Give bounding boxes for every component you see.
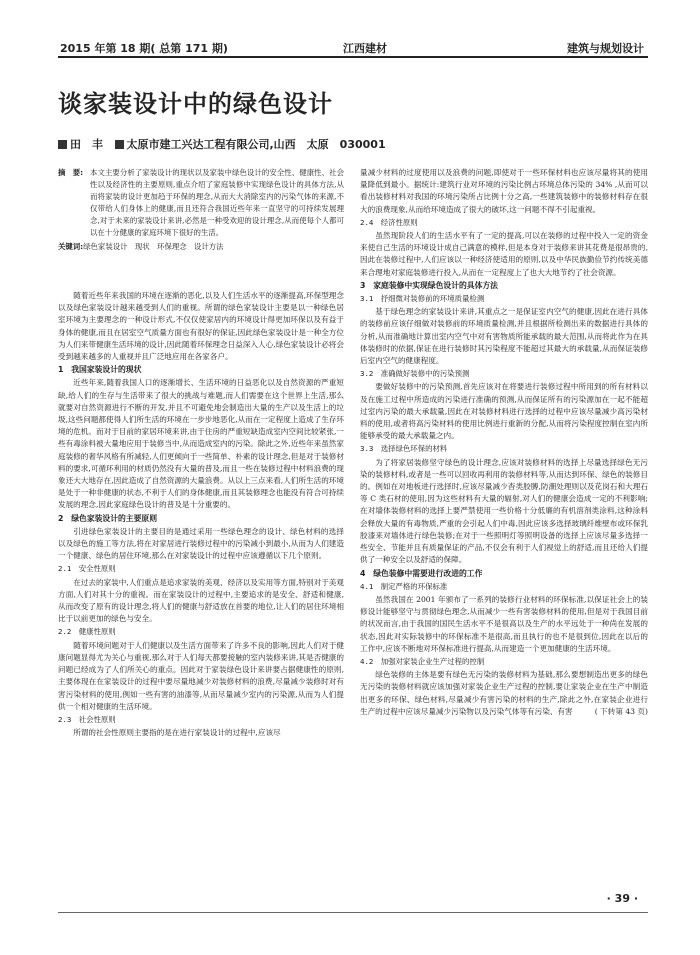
keywords-text: 绿色家装设计 现状 环保理念 设计方法: [83, 242, 224, 251]
continued-note: ( 下转第 43 页): [594, 706, 648, 716]
paragraph: 基于绿色理念的家装设计来讲,其重点之一是保证室内空气的健康,因此在进行具体的装修前应该仔细做对装修前的环境质量检测,并且根据所检测出来的数据进行具体的分析,从而准确地计算出室内空气中对有害物质所能承载的最大范围,从而将此作为在具体装修时的依据,保证在进行装修时其污染程度不能超过其最大的承载量,从而保证装修后室内空气的健康程度。: [360, 307, 648, 366]
article-title: 谈家装设计中的绿色设计: [58, 90, 333, 118]
abstract: [58, 167, 344, 253]
header-section: 建筑与规划设计: [567, 42, 644, 55]
section-heading: 1 我国家装设计的现状: [58, 365, 142, 375]
paragraph: 要做好装修中的污染预测,首先应该对在将要进行装修过程中所用到的所有材料以及在施工过程中所造成的污染进行准确的预测,从而保证所有的污染源加在一起不能超过室内污染的最大承载量,因此在对装修材料进行选择的过程中应该尽量减少高污染材料的使用,或者将高污染材料的使用比例进行重新的分配,从而将污染程度控制在室内所能够承受的最大承载量之内。: [360, 382, 648, 441]
subsection-heading: 2.3 社会性原则: [58, 714, 116, 724]
square-bullet-icon: [115, 140, 124, 149]
author-line: [58, 136, 386, 152]
header-journal: 江西建材: [343, 42, 387, 55]
paragraph: 在过去的家装中,人们重点是追求家装的美观、经济以及实用等方面,特别对于美观方面,人们对其十分的重视。而在家装设计的过程中,主要追求的是安全、舒适和健康,从而改变了原有的设计理念,将人们的健康与舒适放在首要的地位,让人们的居住环境相比于以前更加的绿色与安全。: [58, 577, 344, 624]
paragraph: 随着近些年来我国的环境在逐渐的恶化,以及人们生活水平的逐渐提高,环保型理念以及绿色家装设计越来越受到人们的重视。所谓的绿色家装设计主要是以一种绿色居室环境为主要理念的一种设计形式,不仅仅使家居内的环境设计得更加环保以及有益于身体的健康,而且在居室空气质量方面也有很好的保证,因此绿色家装设计是一种全方位为人们来带健康生活环境的设计,因此随着环保理念日益深入人心,绿色家装设计必将会受到越来越多的人重视并且广泛地应用在各家各户。: [58, 291, 344, 362]
right-column: [360, 167, 648, 718]
section-heading: 2 绿色家装设计的主要原则: [58, 513, 157, 523]
subsection-heading: 2.4 经济性原则: [360, 217, 418, 227]
subsection-heading: 3.3 选择绿色环保的材料: [360, 444, 448, 454]
subsection-heading: 3.1 抒细微对装修前的环境质量检测: [360, 294, 485, 304]
author-affiliation: 太原市建工兴达工程有限公司,山西 太原 030001: [126, 138, 386, 151]
keywords: [58, 241, 344, 253]
subsection-heading: 3.2 准确做好装修中的污染预测: [360, 369, 470, 379]
left-column: [58, 290, 344, 739]
paragraph: 虽然我国在 2001 年颁布了一系列的装修行业材料的环保标准,以保证社会上的装修设计能够坚守与贯彻绿色理念,从而减少一些有害装修材料的使用,但是对于我国目前的状况而言,由于我国的国民生活水平不是很高以及生产的水平远处于一种尚在发展的状态,因此对实际装修中的环保标准不是很高,而且执行的也不是很到位,因此在以后的工作中,应该不断地对环保标准进行提高,从而建造一个更加健康的生活环境。: [360, 594, 648, 653]
section-heading: 4 绿色装修中需要进行改进的工作: [360, 568, 483, 578]
paragraph: 所谓的社会性原则主要指的是在进行家装设计的过程中,应该尽: [73, 728, 281, 738]
subsection-heading: 4.1 制定严格的环保标准: [360, 581, 448, 591]
subsection-heading: 4.2 加强对家装企业生产过程的控制: [360, 656, 485, 666]
square-bullet-icon: [58, 140, 67, 149]
paragraph: 近些年来,随着我国人口的逐渐增长、生活环境的日益恶化以及自然资源的严重短缺,给人们的生存与生活带来了很大的挑战与难题,而人们需要在这个世界上生活,那么就要对自然资源进行不断的开发,并且不可避免地会制造出大量的生产以及生活上的垃圾,这些问题都使得人们所生活的环境在一步步地恶化,从而在一定程度上造成了生存环境的危机。而对于目前的家居环境来讲,由于住房的严重短缺造成室内空间比较紧张,一些有毒涂料被大量地应用于装修当中,从而造成室内的污染。除此之外,近些年来虽然家庭装修的奢华风格有所减轻,人们更倾向于一些简单、朴素的设计理念,但是对于装修材料的要求,可循环利用的材质仍然没有大量的普及,而且一些在装修过程中材料浪费的现象还大大地存在,因此造成了自然资源的大量浪费。从以上三点来看,人们所生活的环境是处于一种非健康的状态,不利于人们的身体健康,而且其装修理念也能没有符合可持续发展的理念,因此家庭绿色设计的普及是十分重要的。: [58, 378, 344, 510]
abstract-label: 摘 要:: [58, 168, 84, 177]
section-heading: 3 家庭装修中实现绿色设计的具体方法: [360, 280, 498, 290]
page-number: · 39 ·: [606, 892, 638, 905]
paragraph: 为了将家居装修坚守绿色的设计理念,应该对装修材料的选择上尽量选择绿色无污染的装修材料,或者是一些可以回收再利用的装修材料等,从而达到环保、绿色的装修目的。例如在对地板进行选择时,应该尽量减少杳类胶膊,防潮处理则以及花岗石和大理石等 C 类石材的使用,因为这些材料有大量的辐射,对人们的健康会造成一定的不利影响;在对墙体装修材料的选择上要严禁使用一些价格十分低廉的有机溶剂类涂料,这种涂料会释放大量的有毒物质,严重的会引起人们中毒,因此应该多选择玻璃纤维壁布或环保乳胶漆来对墙体进行绿色装修;在对于一些照明灯等照明设备的选择上应该尽量多选择一些安全、节能并且有质量保证的产品,不仅会有利于人们视觉上的舒适,而且还给人们提供了一种安全以及舒适的保障。: [360, 457, 648, 565]
paragraph: 随着环境问题对于人们健康以及生活方面带来了许多不良的影响,因此人们对于健康问题显得尤为关心与重视,那么对于人们每天都要接触的室内装修来讲,其是否健康的问题已经成为了人们所关心的重点。因此对于家装绿色设计来讲要占据健康性的原则,主要体现在在家装设计的过程中要尽量地减少对装修材料的浪费,尽量减少装修时对有害污染材料的使用,例如一些有害的油漆等,从而尽量减少室内的污染源,从而为人们提供一个相对健康的生活环境。: [58, 640, 344, 711]
paragraph: 量减少材料的过度使用以及浪费的问题,即使对于一些环保材料也应该尽量将其的使用量降低到最小。据统计:建筑行业对环境的污染比例占环境总体污染的 34% ,从而可以看出装修材料对我国的环境污染所占比例十分之高,一些建筑装修中的装修材料存在很大的浪费现象,从而给环境造成了很大的破坏,这一问题不得不引起重视。: [360, 168, 648, 214]
paragraph: 引进绿色家装设计的主要目的是通过采用一些绿色理念的设计、绿色材料的选择以及绿色的施工等方法,将在对家居进行装修过程中的污染减小到最小,从而为人们建造一个健康、绿色的居住环境,那么在对家装设计的过程中应该遵循以下几个原则。: [58, 526, 344, 561]
author-name: 田 丰: [70, 138, 103, 151]
running-header: [58, 38, 648, 58]
header-issue: 2015 年第 18 期( 总第 171 期): [60, 42, 228, 55]
footer-rule: [58, 912, 648, 913]
keywords-label: 关键词:: [58, 242, 84, 251]
paragraph-text: 绿色装修的主体是要有绿色无污染的装修材料为基础,那么要想制造出更多的绿色无污染的装修材料就应该加强对家装企业生产过程的控制,要让家装企业在生产中制造出更多的环保、绿色材料,尽量减少有害污染的材料的生产,除此之外,在家装企业进行生产的过程中应该尽量减少污染物以及污染气体等有污染、有害: [360, 670, 648, 716]
subsection-heading: 2.1 安全性原则: [58, 564, 116, 574]
abstract-text: 本文主要分析了家装设计的现状以及家装中绿色设计的安全性、健康性、社会性以及经济性的主要原则,重点介绍了家庭装修中实现绿色设计的具体方法,从而将家装的设计更加趋于环保的理念,从而大大消除室内的污染气体的来源,不仅带给人们身体上的健康,而且还符合我国近些年来一直坚守的可持续发展理念,对于未来的家装设计来讲,必然是一种受欢迎的设计理念,从而使每个人都可以在十分健康的家庭环境下很好的生活。: [90, 168, 344, 237]
paragraph: 虽然现阶段人们的生活水平有了一定的提高,可以在装修的过程中投入一定的资金来使自己生活的环境设计成自己满意的模样,但是本身对于装修来讲其花费是很昂贵的,因此在装修过程中,人们应该以一种经济使适用的原则,以及中华民族勤俭节约传统美德来合理地对家庭装修进行投入,从而在一定程度上了也大大地节约了社会资源。: [360, 231, 648, 277]
subsection-heading: 2.2 健康性原则: [58, 627, 116, 637]
paragraph: [360, 669, 648, 718]
